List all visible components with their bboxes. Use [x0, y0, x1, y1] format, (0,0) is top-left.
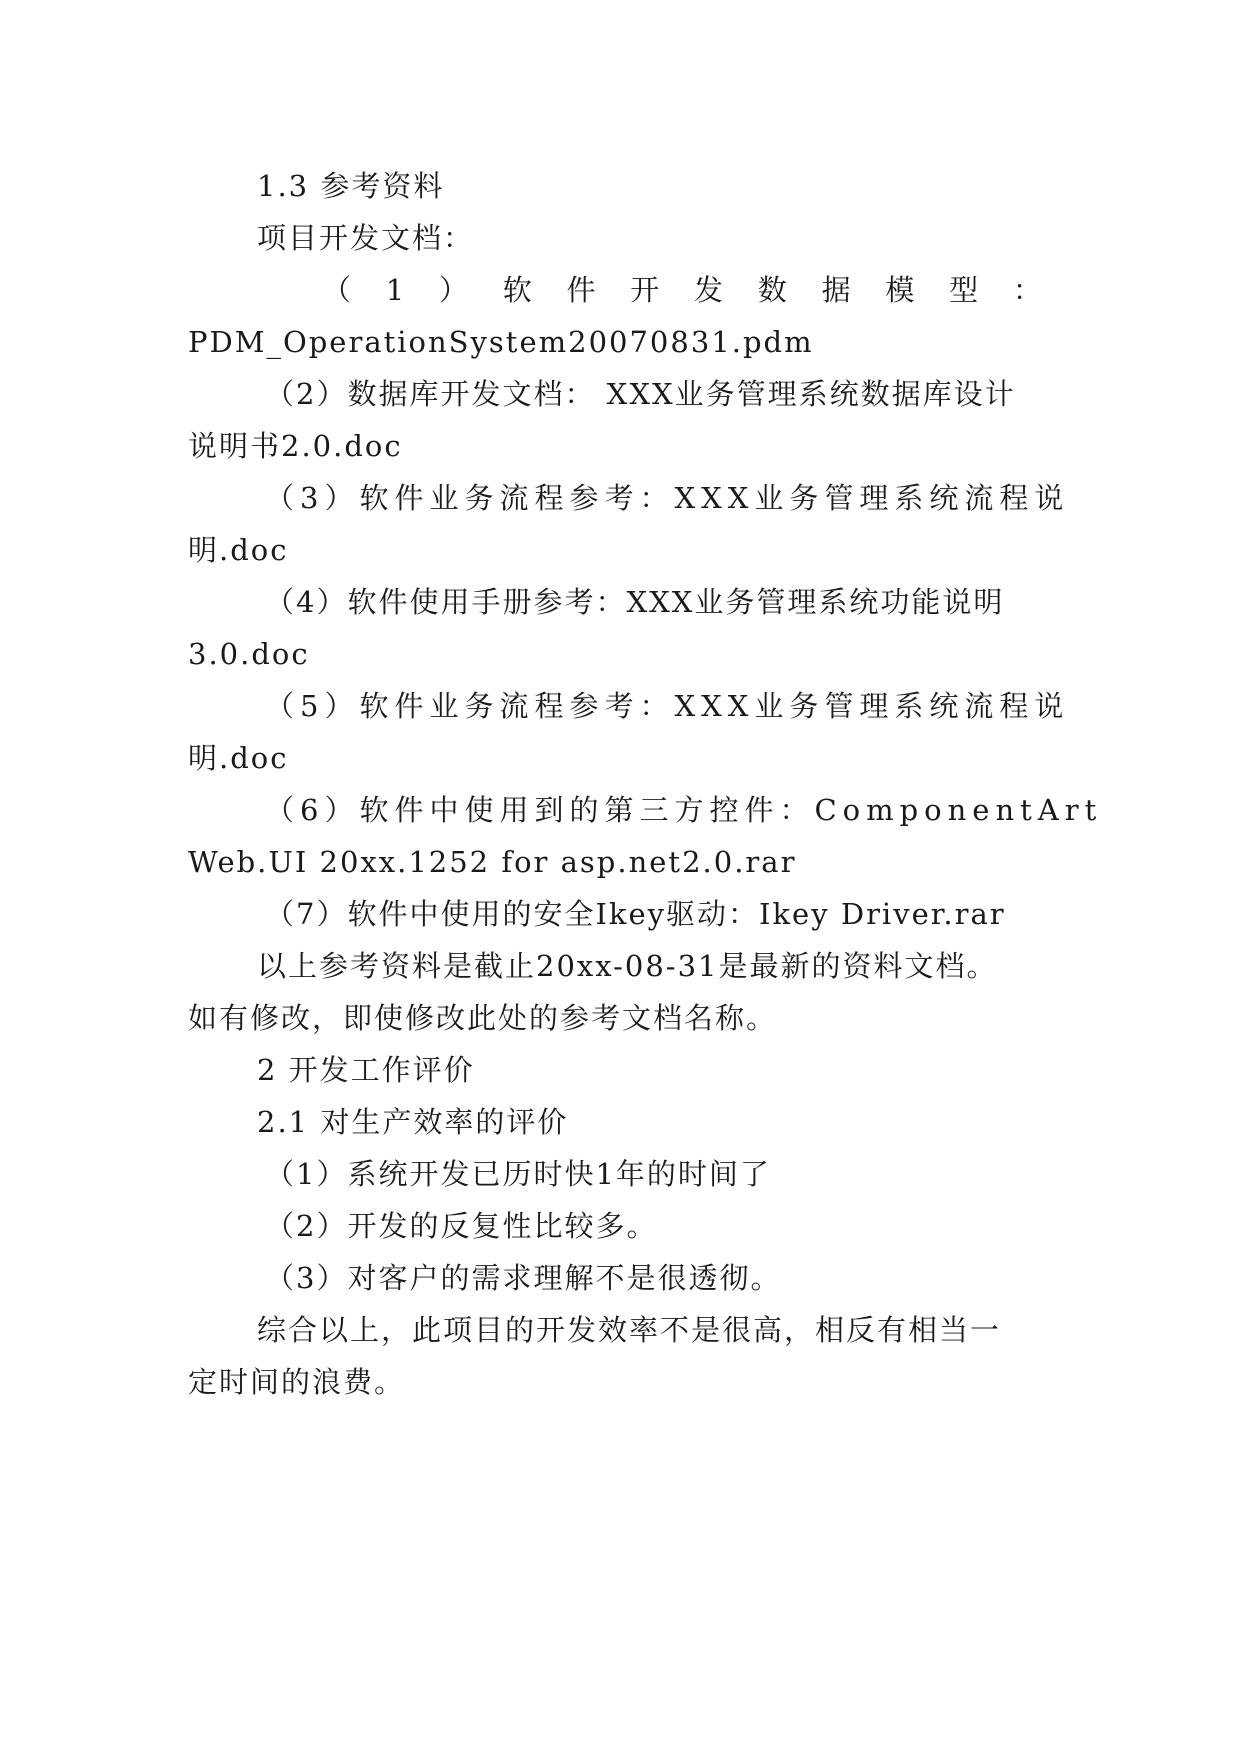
item-1-line-1 [322, 270, 1042, 310]
item-2-line-2: 说明书2.0.doc [188, 429, 403, 463]
item-1-char: ： [1012, 273, 1042, 307]
summary-line-2: 定时间的浪费。 [188, 1365, 406, 1399]
summary-line-1: 综合以上，此项目的开发效率不是很高，相反有相当一 [257, 1313, 1002, 1347]
note-line-2: 如有修改，即使修改此处的参考文档名称。 [188, 1001, 778, 1035]
item-3-line-1: （3）软件业务流程参考：XXX业务管理系统流程说 [265, 481, 1070, 515]
item-1-char: （ [322, 273, 352, 307]
eval-item-3: （3）对客户的需求理解不是很透彻。 [265, 1261, 782, 1295]
item-4-line-2: 3.0.doc [188, 637, 310, 671]
section-2-1-title: 2.1 对生产效率的评价 [257, 1105, 569, 1139]
eval-item-2: （2）开发的反复性比较多。 [265, 1209, 658, 1243]
item-2-line-1: （2）数据库开发文档： XXX业务管理系统数据库设计 [265, 377, 1016, 411]
item-1-char: 型 [949, 273, 979, 307]
item-1-char: 开 [630, 273, 660, 307]
item-4-line-1: （4）软件使用手册参考：XXX业务管理系统功能说明 [265, 585, 1005, 619]
note-line-1: 以上参考资料是截止20xx-08-31是最新的资料文档。 [257, 949, 998, 983]
item-5-line-1: （5）软件业务流程参考：XXX业务管理系统流程说 [265, 689, 1070, 723]
item-1-file: PDM_OperationSystem20070831.pdm [188, 325, 814, 359]
item-1-char: 据 [821, 273, 851, 307]
item-1-char: 1 [385, 273, 405, 307]
project-docs-label: 项目开发文档： [257, 221, 475, 255]
item-1-char: 数 [757, 273, 787, 307]
item-1-char: ） [438, 273, 468, 307]
item-1-char: 发 [694, 273, 724, 307]
item-1-char: 模 [885, 273, 915, 307]
item-5-line-2: 明.doc [188, 741, 289, 775]
eval-item-1: （1）系统开发已历时快1年的时间了 [265, 1157, 771, 1191]
item-6-line-2: Web.UI 20xx.1252 for asp.net2.0.rar [188, 845, 797, 879]
section-1-3-title: 1.3 参考资料 [257, 169, 445, 203]
section-2-title: 2 开发工作评价 [257, 1053, 475, 1087]
item-3-line-2: 明.doc [188, 533, 289, 567]
item-1-char: 件 [566, 273, 596, 307]
item-1-char: 软 [502, 273, 532, 307]
item-6-line-1: （6）软件中使用到的第三方控件：ComponentArt [265, 793, 1103, 827]
item-7: （7）软件中使用的安全Ikey驱动：Ikey Driver.rar [265, 897, 1006, 931]
